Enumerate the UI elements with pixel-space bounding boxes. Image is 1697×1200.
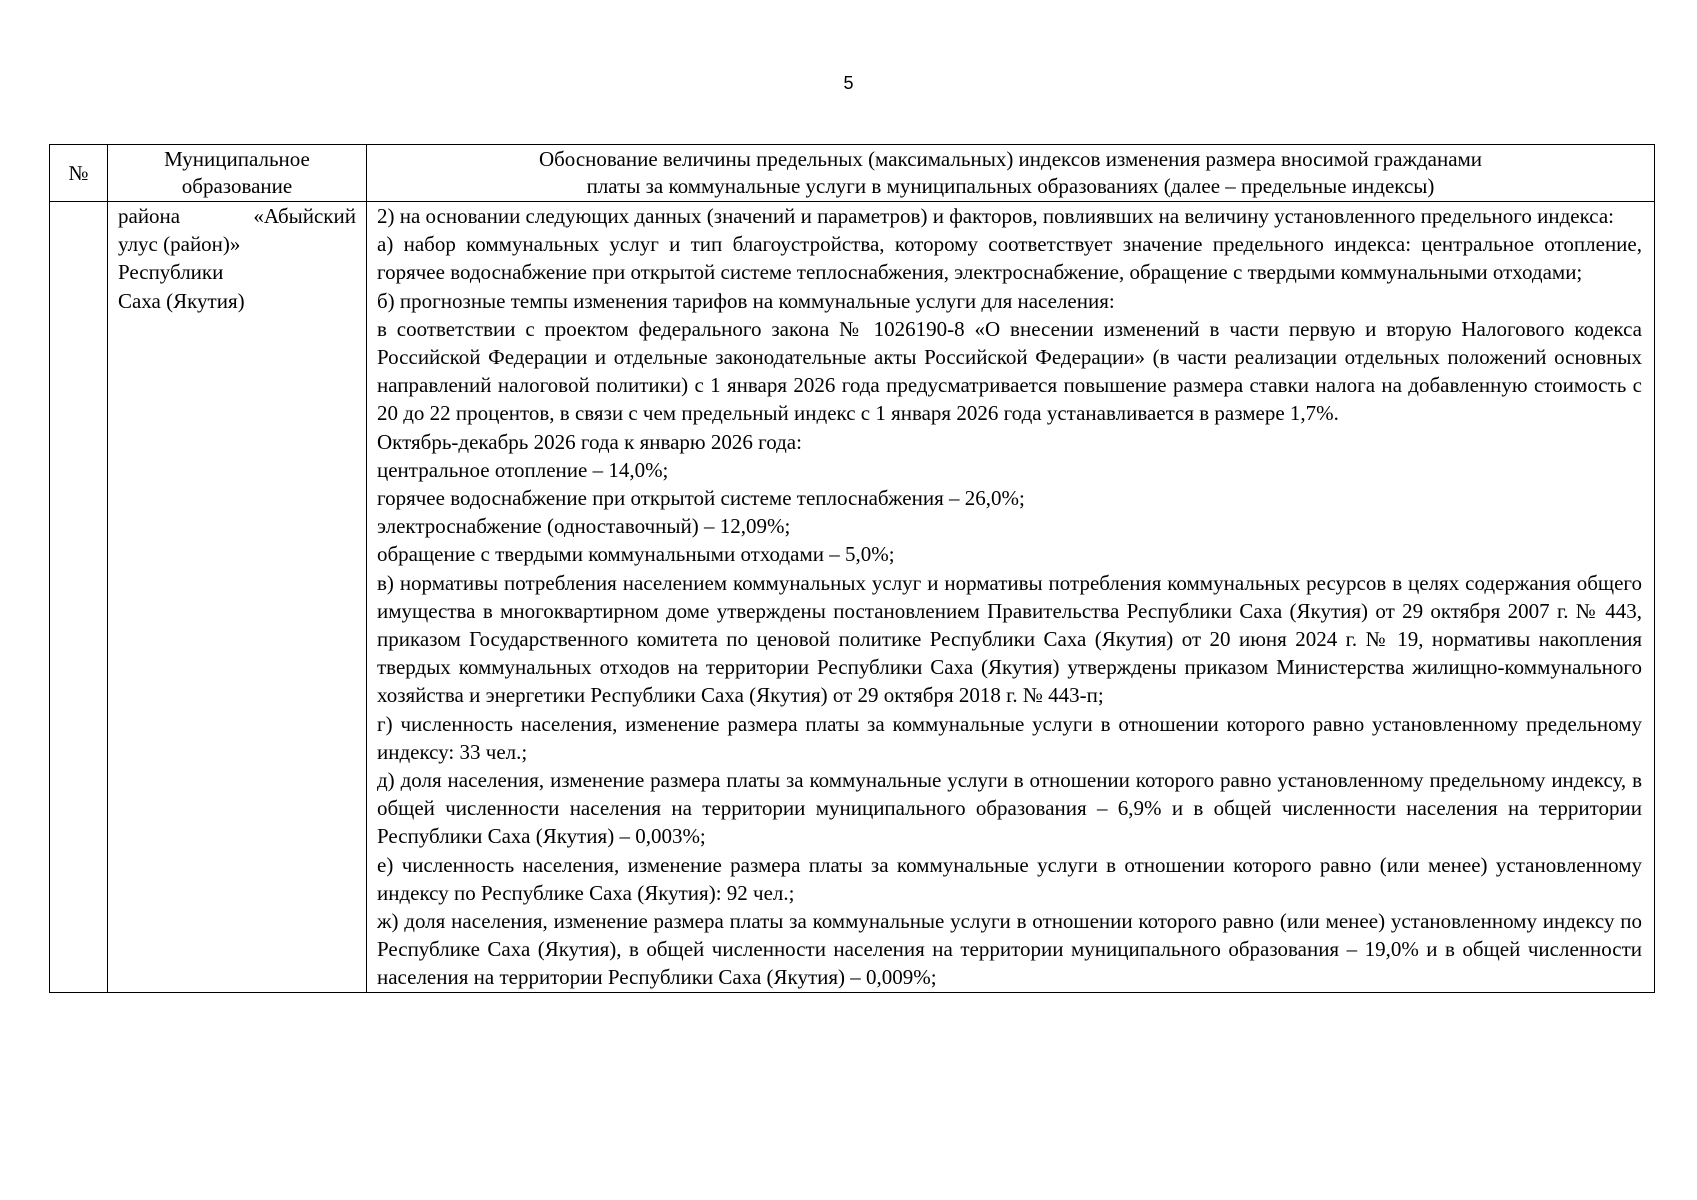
paragraph-d-population-share: д) доля населения, изменение размера платы за коммунальные услуги в отношении которого равно установленному предельному индексу, в общей численности населения на территории муниципального образования – 6,9% и в общей численности населения на территории Республики Саха (Якутия) – 0,003%; [377,768,1642,849]
table-row [50,202,1655,993]
municipality-line2: улус (район)» [118,232,241,257]
municipality-line1 [118,202,356,230]
municipality-line4: Саха (Якутия) [118,288,245,313]
indices-table [49,144,1655,993]
municipality-line1-word2: «Абыйский [253,204,356,228]
paragraph-heating-rate: центральное отопление – 14,0%; [377,457,669,482]
header-justification [367,145,1655,202]
paragraph-g-population: г) численность населения, изменение размера платы за коммунальные услуги в отношении которого равно установленному предельному индексу: 33 чел.; [377,711,1642,764]
municipality-line1-word1: района [118,204,181,228]
header-municipality-line2: образование [181,174,293,198]
header-municipality-line1: Муниципальное [164,147,310,171]
paragraph-hot-water-rate: горячее водоснабжение при открытой системе теплоснабжения – 26,0%; [377,486,1025,511]
municipality-line3: Республики [118,260,224,285]
paragraph-waste-rate: обращение с твердыми коммунальными отходами – 5,0%; [377,542,895,567]
row-municipality-cell [108,202,367,993]
paragraph-data-intro: 2) на основании следующих данных (значений и параметров) и факторов, повлиявших на величину установленного предельного индекса: [377,204,1615,228]
paragraph-vat-law: в соответствии с проектом федерального закона № 1026190-8 «О внесении изменений в части первую и вторую Налогового кодекса Российской Федерации и отдельные законодательные акты Российской Федерации» (в части реализации отдельных положений основных направлений налоговой политики) с 1 января 2026 года предусматривается повышение размера ставки налога на добавленную стоимость с 20 до 22 процентов, в связи с чем предельный индекс с 1 января 2026 года устанавливается в размере 1,7%. [377,316,1642,426]
paragraph-electricity-rate: электроснабжение (одноставочный) – 12,09%; [377,514,791,539]
paragraph-zh-share-below: ж) доля населения, изменение размера платы за коммунальные услуги в отношении которого равно (или менее) установленному индексу по Республике Саха (Якутия), в общей численности населения на территории муниципального образования – 19,0% и в общей численности населения на территории Республики Саха (Якутия) – 0,009%; [377,909,1642,990]
row-justification-cell [367,202,1655,993]
header-number: № [50,145,108,202]
table-header-row [50,145,1655,202]
paragraph-v-norms: в) нормативы потребления населением коммунальных услуг и нормативы потребления коммунальных ресурсов в целях содержания общего имущества в многоквартирном доме утверждены постановлением Правительства Республики Саха (Якутия) от 29 октября 2007 г. № 443, приказом Государственного комитета по ценовой политике Республики Саха (Якутия) от 20 июня 2024 г. № 19, нормативы накопления твердых коммунальных отходов на территории Республики Саха (Якутия) утверждены приказом Министерства жилищно-коммунального хозяйства и энергетики Республики Саха (Якутия) от 29 октября 2018 г. № 443-п; [377,570,1642,708]
paragraph-a-services-set: а) набор коммунальных услуг и тип благоустройства, которому соответствует значение предельного индекса: центральное отопление, горячее водоснабжение при открытой системе теплоснабжения, электроснабжение, обращение с твердыми коммунальными отходами; [377,232,1642,285]
paragraph-b-tariff-forecast: б) прогнозные темпы изменения тарифов на коммунальные услуги для населения: [377,288,1115,313]
header-municipality [108,145,367,202]
paragraph-period: Октябрь-декабрь 2026 года к январю 2026 года: [377,429,802,454]
page-number: 5 [843,73,854,93]
header-justification-line2: платы за коммунальные услуги в муниципальных образованиях (далее – предельные индексы) [586,174,1435,198]
paragraph-e-population-below: е) численность населения, изменение размера платы за коммунальные услуги в отношении которого равно (или менее) установленному индексу по Республике Саха (Якутия): 92 чел.; [377,852,1642,905]
row-number-cell [50,202,108,993]
header-justification-line1: Обоснование величины предельных (максимальных) индексов изменения размера вносимой гражданами [538,147,1483,171]
